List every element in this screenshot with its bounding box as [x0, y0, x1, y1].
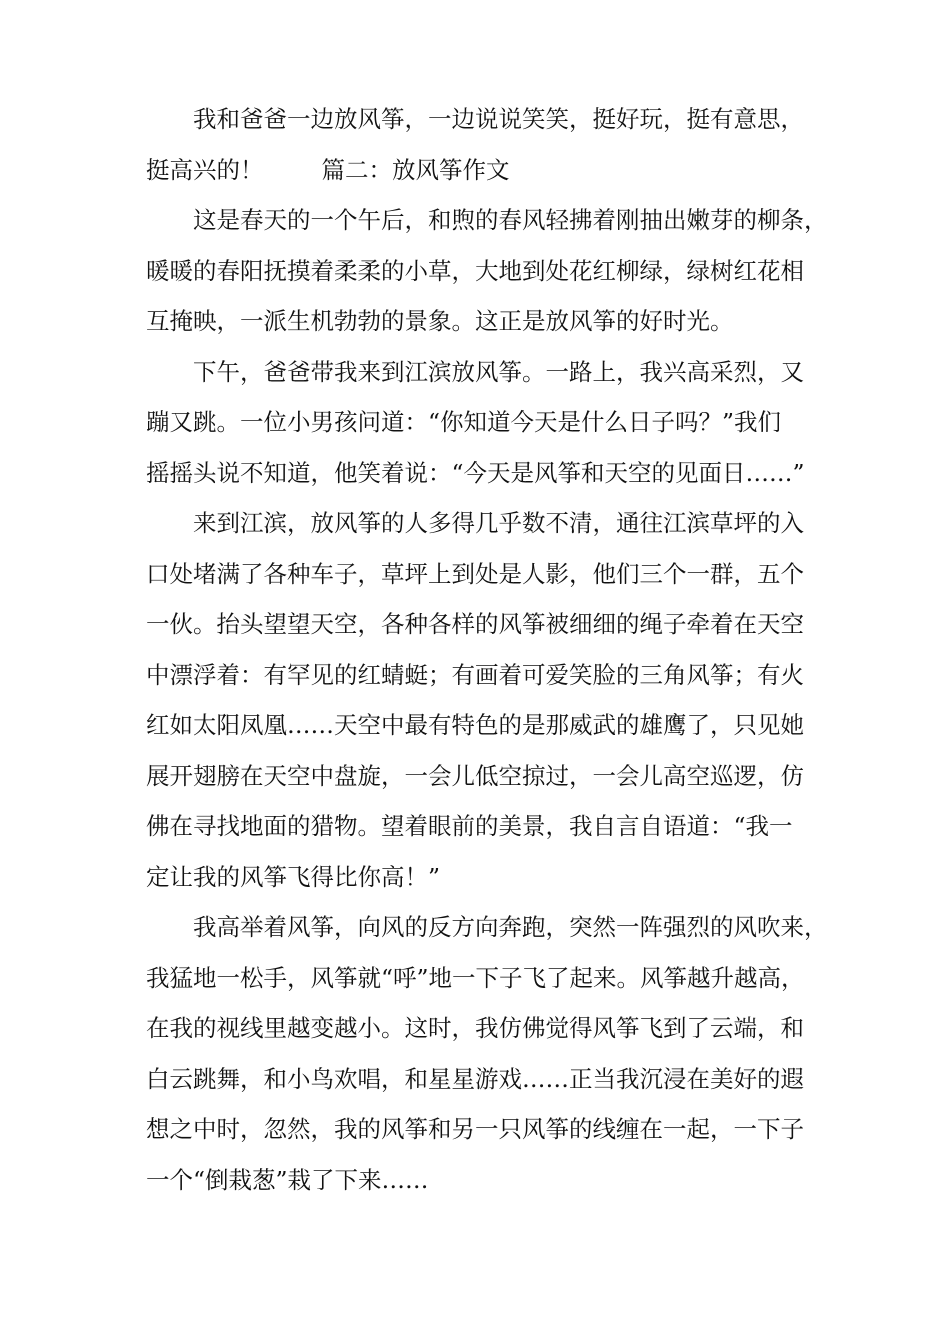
paragraph-line: 口处堵满了各种车子，草坪上到处是人影，他们三个一群，五个 — [146, 559, 804, 588]
paragraph-line: 定让我的风筝飞得比你高！” — [146, 862, 441, 891]
paragraph-4 — [146, 498, 818, 902]
paragraph-2 — [146, 195, 828, 347]
essay-body — [146, 94, 828, 1205]
paragraph-5 — [146, 902, 828, 1205]
paragraph-line: 来到江滨，放风筝的人多得几乎数不清，通往江滨草坪的入 — [193, 509, 804, 537]
paragraph-line: 一个“倒栽葱”栽了下来…… — [146, 1165, 429, 1194]
paragraph-line: 红如太阳凤凰……天空中最有特色的是那威武的雄鹰了，只见她 — [146, 711, 804, 739]
paragraph-3 — [146, 347, 818, 499]
paragraph-line: 白云跳舞，和小鸟欢唱，和星星游戏……正当我沉浸在美好的遐 — [146, 1064, 804, 1093]
paragraph-line: 暖暖的春阳抚摸着柔柔的小草，大地到处花红柳绿，绿树红花相 — [146, 256, 804, 285]
paragraph-line: 佛在寻找地面的猎物。望着眼前的美景，我自言自语道：“我一 — [146, 812, 793, 840]
paragraph-line: 蹦又跳。一位小男孩问道：“你知道今天是什么日子吗？”我们 — [146, 408, 782, 436]
paragraph-line: 一伙。抬头望望天空，各种各样的风筝被细细的绳子牵着在天空 — [146, 610, 804, 638]
paragraph-line: 我猛地一松手，风筝就“呼”地一下子飞了起来。风筝越升越高， — [146, 963, 805, 992]
paragraph-line: 下午，爸爸带我来到江滨放风筝。一路上，我兴高采烈，又 — [193, 357, 804, 386]
paragraph-line — [146, 145, 818, 196]
paragraph-line-text: 挺高兴的！ — [146, 155, 264, 184]
paragraph-1 — [146, 94, 818, 195]
paragraph-line: 这是春天的一个午后，和煦的春风轻拂着刚抽出嫩芽的柳条， — [193, 206, 828, 234]
paragraph-line: 展开翅膀在天空中盘旋，一会儿低空掠过，一会儿高空巡逻，仿 — [146, 761, 804, 790]
paragraph-line: 我高举着风筝，向风的反方向奔跑，突然一阵强烈的风吹来， — [193, 913, 828, 941]
paragraph-line: 摇摇头说不知道，他笑着说：“今天是风筝和天空的见面日……” — [146, 458, 805, 487]
paragraph-line: 在我的视线里越变越小。这时，我仿佛觉得风筝飞到了云端，和 — [146, 1014, 804, 1042]
paragraph-line: 中漂浮着：有罕见的红蜻蜓；有画着可爱笑脸的三角风筝；有火 — [146, 660, 804, 689]
paragraph-line: 我和爸爸一边放风筝，一边说说笑笑，挺好玩，挺有意思， — [193, 105, 804, 133]
paragraph-line: 互掩映，一派生机勃勃的景象。这正是放风筝的好时光。 — [146, 307, 734, 335]
section-heading: 篇二：放风筝作文 — [321, 155, 510, 184]
paragraph-line: 想之中时，忽然，我的风筝和另一只风筝的线缠在一起，一下子 — [146, 1115, 804, 1143]
